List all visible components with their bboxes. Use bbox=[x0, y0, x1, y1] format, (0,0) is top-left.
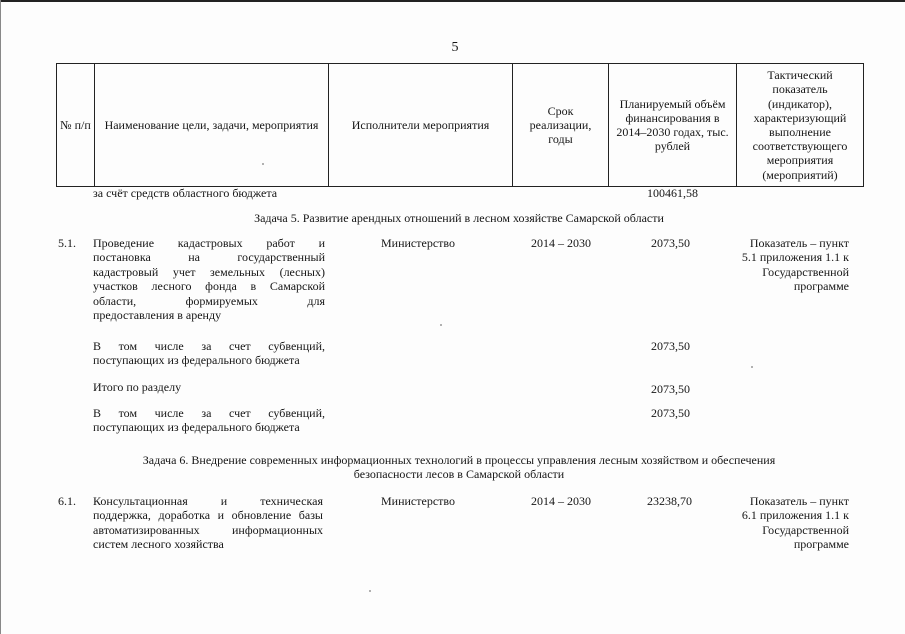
scan-left-edge bbox=[0, 0, 1, 634]
header-col-name: Наименование цели, задачи, мероприятия bbox=[94, 64, 328, 186]
header-col-executors: Исполнители мероприятия bbox=[328, 64, 512, 186]
row-5-1-executor: Министерство bbox=[381, 236, 455, 250]
task5-title: Задача 5. Развитие арендных отношений в лесном хозяйстве Самарской области bbox=[254, 211, 664, 225]
row-5-1-term: 2014 – 2030 bbox=[531, 236, 591, 250]
header-col-number: № п/п bbox=[60, 117, 91, 132]
sub-line: поступающих из федерального бюджета bbox=[93, 353, 300, 368]
sub-line: поступающих из федерального бюджета bbox=[93, 420, 300, 435]
name-line: Проведение кадастровых работ и bbox=[93, 236, 325, 250]
name-line: автоматизированных информационных bbox=[93, 522, 323, 537]
row-6-1-indicator: Показатель – пункт 6.1 приложения 1.1 к Государственной программе bbox=[741, 494, 849, 552]
section-subvention bbox=[93, 406, 325, 435]
name-line: систем лесного хозяйства bbox=[93, 537, 224, 552]
name-line: кадастровый учет земельных (лесных) bbox=[93, 264, 325, 279]
row-6-1-term: 2014 – 2030 bbox=[531, 494, 591, 508]
name-line: участков лесного фонда в Самарской bbox=[93, 279, 325, 294]
section-total-amount: 2073,50 bbox=[651, 382, 690, 396]
carry-label: за счёт средств областного бюджета bbox=[93, 186, 278, 200]
row-5-1-amount: 2073,50 bbox=[651, 236, 690, 250]
header-col-indicator: Тактический показатель (индикатор), характеризующий выполнение соответствующего мероприятия (мероприятий) bbox=[736, 64, 863, 186]
scan-speck bbox=[440, 324, 442, 326]
row-5-1-number: 5.1. bbox=[58, 236, 76, 250]
name-line: поддержка, доработка и обновление базы bbox=[93, 508, 323, 523]
task6-title bbox=[56, 453, 862, 482]
row-5-1-name bbox=[93, 236, 325, 322]
name-line: Консультационная и техническая bbox=[93, 494, 323, 508]
name-line: постановка на государственный bbox=[93, 250, 325, 265]
row-5-1-subvention-amount: 2073,50 bbox=[651, 339, 690, 353]
name-line: области, формируемых для bbox=[93, 293, 325, 308]
scan-speck bbox=[369, 590, 371, 592]
row-5-1-subvention bbox=[93, 339, 325, 368]
name-line: предоставления в аренду bbox=[93, 308, 222, 323]
row-6-1-executor: Министерство bbox=[381, 494, 455, 508]
scan-top-border bbox=[0, 0, 905, 2]
header-col-financing: Планируемый объём финансирования в 2014–2030 годах, тыс. рублей bbox=[608, 64, 736, 186]
scan-speck bbox=[751, 366, 753, 368]
sub-line: В том числе за счет субвенций, bbox=[93, 339, 325, 353]
table-header bbox=[56, 63, 864, 187]
sub-line: В том числе за счет субвенций, bbox=[93, 406, 325, 420]
page-number: 5 bbox=[451, 40, 459, 55]
carry-amount: 100461,58 bbox=[647, 186, 698, 200]
section-subvention-amount: 2073,50 bbox=[651, 406, 690, 420]
section-total-label: Итого по разделу bbox=[93, 380, 182, 394]
row-5-1-indicator: Показатель – пункт 5.1 приложения 1.1 к Государственной программе bbox=[741, 236, 849, 294]
header-col-term: Срок реализации, годы bbox=[512, 64, 608, 186]
task6-title-line: Задача 6. Внедрение современных информационных технологий в процессы управления лесным хозяйством и обеспечения bbox=[142, 453, 776, 467]
row-6-1-amount: 23238,70 bbox=[647, 494, 692, 508]
row-6-1-number: 6.1. bbox=[58, 494, 76, 508]
row-6-1-name bbox=[93, 494, 323, 552]
task6-title-line: безопасности лесов в Самарской области bbox=[353, 467, 565, 482]
scan-speck bbox=[262, 163, 264, 165]
